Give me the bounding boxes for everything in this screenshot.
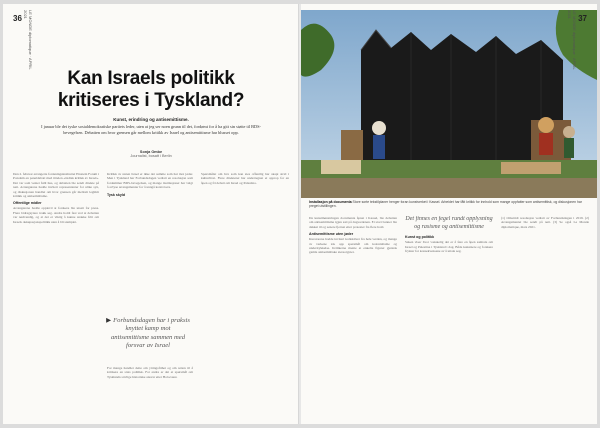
paragraph: For mange handler dette om ytringsfrihet og om retten til å kritisere en stats politikk. For andre er det et spørsmål om Tysklands særlige historiske ansvar etter Holocaust. bbox=[107, 366, 193, 379]
article-subtitle: Kunst, erindring og antisemittisme. bbox=[113, 117, 189, 122]
author-name: Sonja Ombe bbox=[139, 150, 163, 154]
subhead: Antisemittisme uten jøder bbox=[309, 232, 354, 237]
subhead: Tysk skyld bbox=[107, 192, 126, 197]
text-column-2 bbox=[405, 216, 493, 416]
photo-caption bbox=[309, 200, 589, 208]
caption-title: Installasjon på documenta bbox=[309, 200, 352, 204]
photo-illustration bbox=[301, 10, 597, 198]
text-column-1 bbox=[309, 216, 397, 416]
subhead: Offentlige midler bbox=[13, 201, 42, 206]
byline bbox=[43, 150, 259, 158]
paragraph: Den 2. februar arrangerte forskningsinstituttet Einstein Forum i Potsdam en paneldebatt med tittelen «Jødisk kritikk av Israel». Det var som ventet fullt hus, og debatten ble sendt direkte på nett. Arrangørene hadde invitert representanter for ulike syn, og diskusjonen handlet om hvor grensen går mellom legitim kritikk og antisemittisme. bbox=[13, 172, 99, 199]
paragraph: Arrangørene hadde opplevd at forskere ble utsatt for press. Flere bidragsytere trakk seg. Andre holdt fast ved at debatten var nødvendig, og at det er viktig å kunne snakke fritt om Israels okkupasjonspolitikk uten å bli stemplet. bbox=[13, 206, 99, 224]
page-number: 37 bbox=[578, 14, 587, 23]
paragraph: Spørsmålet om hva som kan sies offentlig har skapt strid i kulturlivet. Flere direktører har undertegnet et opprop for en åpen og fri debatt om Israel og Palestina. bbox=[201, 172, 289, 185]
arrow-icon: ▶ bbox=[106, 317, 112, 324]
subhead: Kunst og politikk bbox=[405, 235, 435, 240]
folio: LE MONDE diplomatique · APRIL 2021 bbox=[23, 10, 33, 70]
text-column-3 bbox=[501, 216, 589, 416]
title-line-1: Kan Israels politikk bbox=[67, 68, 235, 89]
folio: LE MONDE diplomatique · APRIL 2021 bbox=[567, 10, 577, 70]
article-intro: I januar ble det tyske sosialdemokratiske partiets leder, uten at jeg ser noen grunn til det, fordømt for å ha gitt sin støtte til BDS-bevegelsen. Debatten om hvor grensen går mellom kritikk av Israel og antisemittisme har blusset opp. bbox=[41, 124, 261, 135]
pull-quote: Det finnes en fegel rundt opplysning og rasisme og antisemittisme bbox=[405, 216, 493, 230]
article-photo bbox=[301, 10, 597, 198]
paragraph: Kuratorene hadde invitert kollektiver fra hele verden, og mange av verkene tok opp spørsmål om kolonialisme og undertrykkelse. Kritikerne mente at enkelte figurer gjentok gamle antisemittiske stereotypier. bbox=[309, 237, 397, 255]
text-column-3 bbox=[201, 172, 289, 416]
caption-text: Store sorte tekstilplaner henger foran kunstverket i Kassel. Arbeidet har fått kritikk for innhold som mange oppfatter som antisemittisk, og diskusjonen har preget utstillingen. bbox=[309, 200, 582, 209]
paragraph: Saken viser hvor vanskelig det er å føre en åpen samtale om Israel og Palestina i Tyskland i dag. Både kunstnere og forskere frykter for konsekvensene av å uttale seg. bbox=[405, 240, 493, 253]
paragraph: Kritikk av staten Israel er ikke det samme som hat mot jøder. Men i Tyskland har Forbundsdagen vedtatt en resolusjon som fordømmer BDS-bevegelsen, og mange institusjoner har valgt å avlyse arrangementer for å unngå kontrovers. bbox=[107, 172, 193, 190]
article-title bbox=[3, 68, 299, 112]
text-column-1 bbox=[13, 172, 99, 416]
right-page bbox=[301, 4, 597, 424]
paragraph: Da kunstmønstringen documenta åpnet i Kassel, ble debatten om antisemittisme igjen satt på dagsordenen. Et stort banner ble dekket til og senere fjernet etter protester fra flere hold. bbox=[309, 216, 397, 229]
author-role: Journalist, bosatt i Berlin bbox=[130, 154, 172, 158]
footnotes: (1) Omstridt resolusjon vedtatt av Forbundsdagen i 2019. (2) Arrangementet ble sendt på nett. (3) Se også Le Monde diplomatique, mars 2021. bbox=[501, 216, 589, 229]
page-number: 36 bbox=[13, 14, 22, 23]
pull-quote: ▶ Forbundsdagen har i praksis knyttet kamp mot antisemittisme sammen med forsvar av Israel bbox=[106, 317, 190, 350]
text-column-2b bbox=[107, 366, 193, 416]
left-page bbox=[3, 4, 299, 424]
text-column-2 bbox=[107, 172, 193, 312]
title-line-2: kritiseres i Tyskland? bbox=[57, 90, 245, 111]
